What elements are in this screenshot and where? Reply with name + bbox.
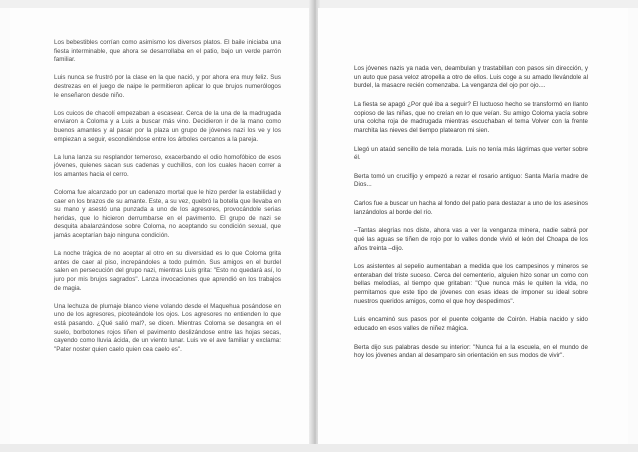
right-paragraph-5: Carlos fue a buscar un hacha al fondo del patio para destazar a uno de los asesinos lanzándolos al borde del río. [354,199,588,216]
left-paragraph-2: Luis nunca se frustró por la clase en la que nació, y por ahora era muy feliz. Sus destrezas en el juego de naipe le permitieron aplicar lo que brujos numerólogos le enseñaron desde niño. [54,74,281,99]
right-paragraph-4: Berta tomó un crucifijo y empezó a rezar el rosario antiguo: Santa María madre de Dios... [354,172,588,189]
left-paragraph-6: La noche trágica de no aceptar al otro en su diversidad es lo que Coloma grita antes de caer al piso, increpándoles a todo pulmón. Sus amigos en el burdel salen en persecución del grupo nazi, mientras Luis grita: "Esto no quedará así, lo juro por mis brujos sagrados". Lanza invocaciones que aprendió en los trabajos de magia. [54,250,281,292]
left-paragraph-1: Los bebestibles corrían como asimismo los diversos platos. El baile iniciaba una fiesta interminable, que ahora se desarrollaba en el patio, bajo un verde parrón familiar. [54,39,281,64]
right-paragraph-8: Luis encaminó sus pasos por el puente colgante de Coirón. Había nacido y sido educado en esos valles de niñez mágica. [354,316,588,333]
left-paragraph-3: Los cuicos de chacolí empezaban a escasear. Cerca de la una de la madrugada enviaron a Coloma y a Luis a buscar más vino. Decidieron ir de la mano como buenos amantes y al pasar por la plaza un grupo de jóvenes nazi los ve y los empiezan a seguir, escondiéndose entre los árboles cercanos a la pareja. [54,109,281,143]
right-paragraph-3: Llegó un ataúd sencillo de tela morada. Luis no tenía más lágrimas que verter sobre él. [354,145,588,162]
left-page [10,8,312,444]
page-bottom-edge [0,444,638,452]
right-paragraph-2: La fiesta se apagó ¿Por qué iba a seguir? El luctuoso hecho se transformó en llanto copioso de las niñas, que no creían en lo que veían. Su amigo Coloma yacía sobre una colcha roja de madrugada mientras escuchaban el tema Volver con la frente marchita las nieves del tiempo platearon mi sien. [354,100,588,135]
right-paragraph-1: Los jóvenes nazis ya nada ven, deambulan y trastabillan con pasos sin dirección, y un auto que pasa veloz atropella a otro de ellos. Luis coge a su amado llevándole al burdel, la masacre recién comenzaba. La venganza del ojo por ojo.... [354,65,588,90]
right-paragraph-7: Los asistentes al sepelio aumentaban a medida que los campesinos y mineros se enteraban del triste suceso. Cerca del cementerio, alguien hizo sonar un como con bellas melodías, al tiempo que gritaban: "Que nunca más le quiten la vida, no permitamos que este tipo de jóvenes con esas ideas de imponer su ideal sobre nuestros queridos amigos, como el que hoy despedimos". [354,263,588,305]
right-paragraph-6: –Tantas alegrías nos diste, ahora vas a ver la venganza minera, nadie sabrá por qué las aguas se tiñen de rojo por lo valles donde vivió el león del Choapa de los años treinta –dijo. [354,227,588,252]
left-paragraph-5: Coloma fue alcanzado por un cadenazo mortal que le hizo perder la estabilidad y caer en los brazos de su amante. Este, a su vez, quebró la botella que llevaba en su mano y asestó una punzada a uno de los agresores, provocándole serias heridas, que lo hicieron derrumbarse en el pavimento. El grupo de nazi se desquita abalanzándose sobre Coloma, no aceptando su condición sexual, que jamás aceptarían bajo ninguna condición. [54,189,281,240]
left-paragraph-4: La luna lanza su resplandor temeroso, exacerbando el odio homofóbico de esos jóvenes, quienes sacan sus cadenas y cuchillos, con los cuales hacen correr a los amantes hacia el cerro. [54,153,281,178]
right-paragraph-9: Berta dijo sus palabras desde su interior: "Nunca fui a la escuela, en el mundo de hoy los jóvenes andan al desamparo sin orientación en sus modos de vivir". [354,343,588,360]
left-paragraph-7: Una lechuza de plumaje blanco viene volando desde el Maquehua posándose en uno de los agresores, picoteándole los ojos. Los agresores no entienden lo que está pasando. ¿Qué salió mal?, se dicen. Mientras Coloma se desangra en el suelo, borbotones rojos tiñen el pavimento deslizándose entre las hojas secas, cayendo como lluvia ácida, de un viento lunar. Luis ve el ave familiar y exclama: "Pater noster quien caelo quien cea caelo es". [54,302,281,353]
right-page [318,8,628,444]
